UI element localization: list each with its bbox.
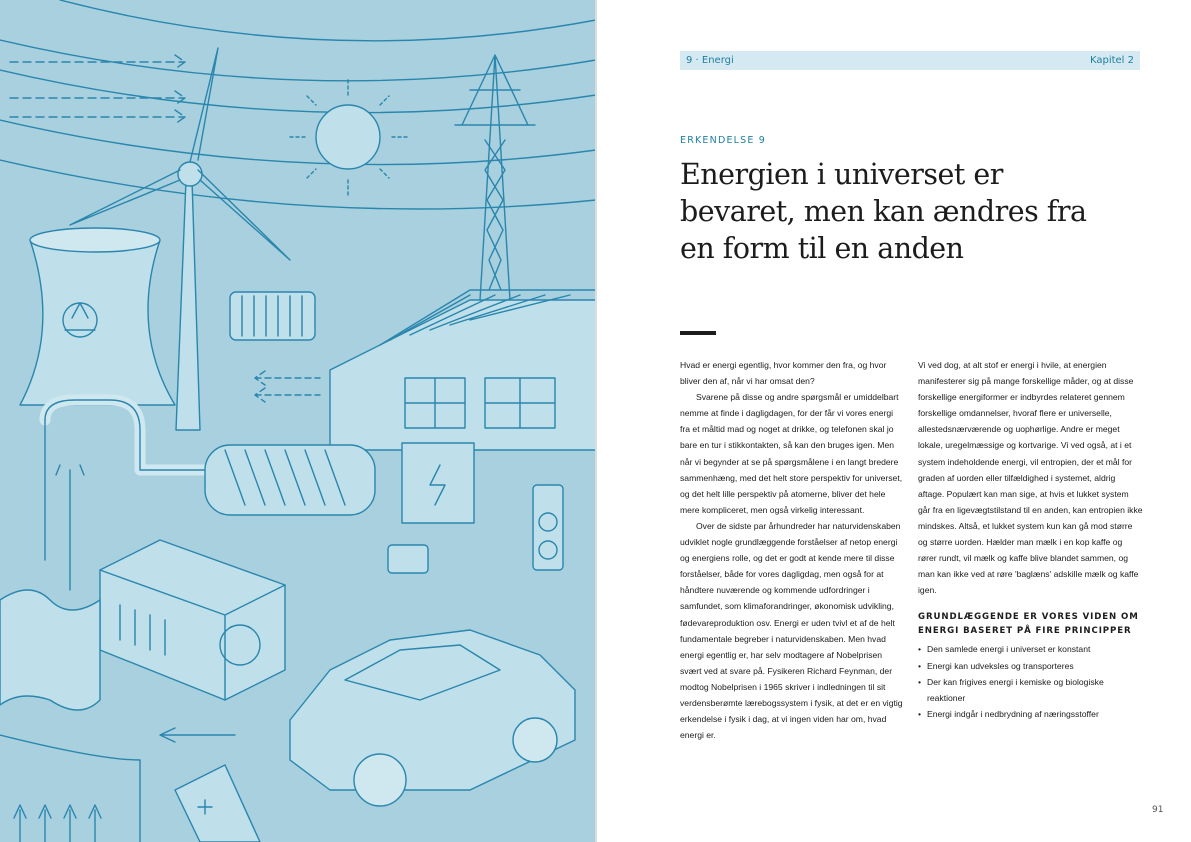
section-label: 9 · Energi <box>686 55 734 66</box>
list-item: • Energi kan udveksles og transporteres <box>918 658 1143 674</box>
socket-icon <box>533 485 563 570</box>
title-divider <box>680 331 716 335</box>
running-header <box>680 51 1140 70</box>
list-item: • Den samlede energi i universet er konstant <box>918 641 1143 657</box>
chapter-label: Kapitel 2 <box>1089 55 1134 66</box>
house-icon <box>330 290 596 450</box>
paragraph: Vi ved dog, at alt stof er energi i hvile, at energien manifesterer sig på mange forskellige måder, og at disse forskellige energiformer er indbyrdes relateret gennem forskellige omdannelser, hvoraf flere er universelle, allestedsnærværende og uophørlige. Andre er meget lokale, uregelmæssige og kortvarige. Vi ved også, at i et system indeholdende energi, vil entropien, der et mål for graden af uorden eller tilfældighed i systemet, aldrig aftage. Populært kan man sige, at hvis et lukket system går fra en ligevægtstilstand til en anden, kan entropien ikke mindskes. Altså, et lukket system kun kan gå mod større og større uorden. Hælder man mælk i en kop kaffe og rører rundt, vil mælk og kaffe blive blandet sammen, og man kan ikke ved at røre 'baglæns' adskille mælk og kaffe igen. <box>918 360 1143 596</box>
paragraph: Svarene på disse og andre spørgsmål er umiddelbart nemme at finde i dagligdagen, for der får vi vores energi fra et måltid mad og noget at drikke, og telefonen skal jo bare en tur i stikkontakten, så kan den bruges igen. Men når vi begynder at se på spørgsmålene i en langt bredere sammenhæng, med det helt store perspektiv for universet, og det helt lille perspektiv på atomerne, bliver det hele mere kompliceret, men også virkelig interessant. <box>680 392 903 515</box>
body-column-right <box>918 357 1143 722</box>
paragraph: Over de sidste par århundreder har naturvidenskaben udviklet nogle grundlæggende forståelser af netop energi og energiens rolle, og det er godt at kende mere til disse forståelser, både for vores dagligdag, men også for at håndtere nuværende og kommende udfordringer i samfundet, som klimaforandringer, økonomisk udvikling, fødevareproduktion osv. Energi er uden tvivl et af de helt fundamentale begreber i naturvidenskaben. Men hvad energi egentlig er, har selv modtagere af Nobelprisen svært ved at svare på. Fysikeren Richard Feynman, der modtog Nobelprisen i 1965 skriver i indledningen til sit verdensberømte lærebogssystem i fysik, at det er en vigtig erkendelse i fysik i dag, at vi ingen viden har om, hvad energi er. <box>680 520 903 741</box>
car-icon <box>290 630 575 806</box>
kicker: ERKENDELSE 9 <box>680 135 767 146</box>
engine-icon <box>100 540 285 700</box>
list-item: • Energi indgår i nedbrydning af næringsstoffer <box>918 706 1143 722</box>
sun-icon <box>290 80 407 195</box>
list-item: • Der kan frigives energi i kemiske og biologiske reaktioner <box>918 674 1143 706</box>
electric-box-icon <box>402 443 474 523</box>
body-column-left <box>680 357 905 743</box>
paragraph: Hvad er energi egentlig, hvor kommer den fra, og hvor bliver den af, når vi har omsat den? <box>680 360 887 387</box>
page-title: Energien i universet er bevaret, men kan ændres fra en form til en anden <box>680 158 1087 265</box>
phone-icon <box>388 545 428 573</box>
text-page <box>597 0 1191 842</box>
radiator-icon <box>230 292 315 340</box>
principles-list <box>918 641 1143 721</box>
pylon-icon <box>455 55 535 300</box>
page-number: 91 <box>1152 805 1164 815</box>
cooling-tower-icon <box>20 228 175 405</box>
battery-icon <box>175 765 260 842</box>
principles-heading: GRUNDLÆGGENDE ER VORES VIDEN OM ENERGI BASERET PÅ FIRE PRINCIPPER <box>918 612 1139 637</box>
heat-exchanger-icon <box>205 445 375 515</box>
